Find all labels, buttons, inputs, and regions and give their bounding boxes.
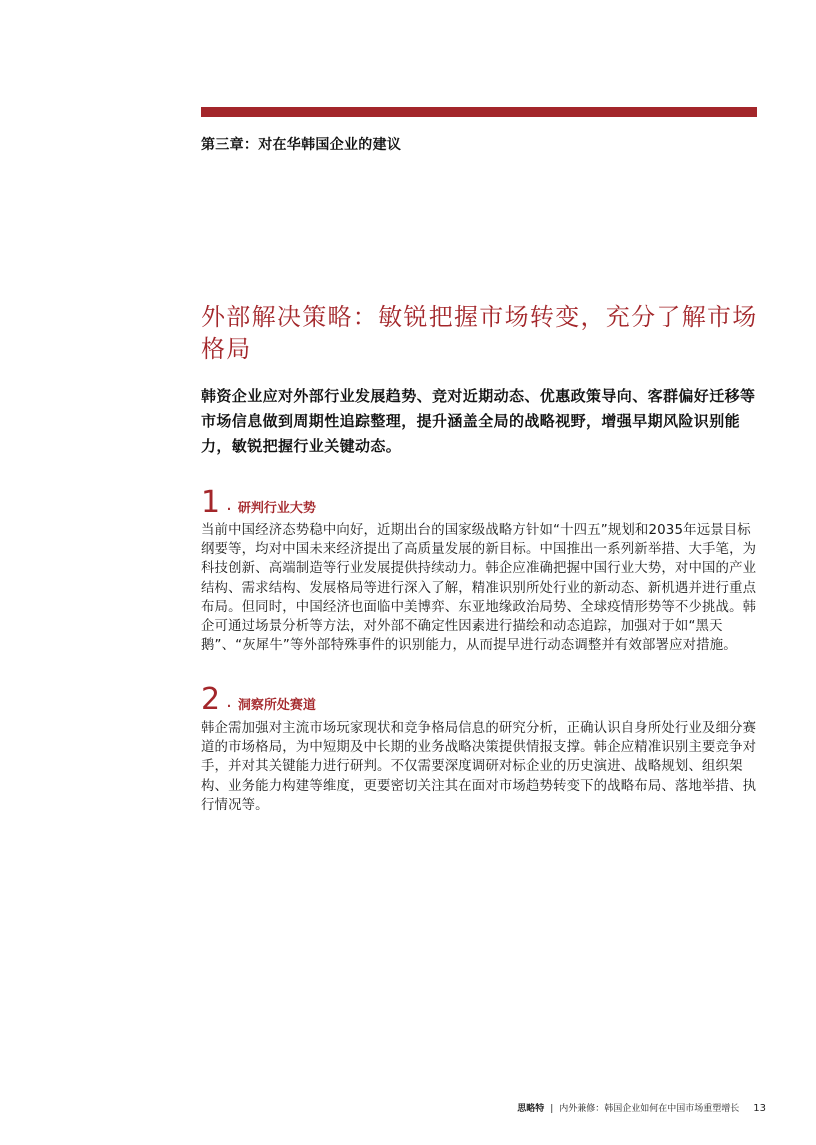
footer-report-title: 内外兼修：韩国企业如何在中国市场重塑增长: [559, 1104, 740, 1114]
section-1-body: 当前中国经济态势稳中向好，近期出台的国家级战略方针如“十四五”规划和2035年远景目标纲要等，均对中国未来经济提出了高质量发展的新目标。中国推出一系列新举措、大手笔，为科技创新、高端制造等行业发展提供持续动力。韩企应准确把握中国行业大势，对中国的产业结构、需求结构、发展格局等进行深入了解，精准识别所处行业的新动态、新机遇并进行重点布局。但同时，中国经济也面临中美博弈、东亚地缘政治局势、全球疫情形势等不少挑战。韩企可通过场景分析等方法，对外部不确定性因素进行描绘和动态追踪，加强对于如“黑天鹅”、“灰犀牛”等外部特殊事件的识别能力，从而提早进行动态调整并有效部署应对措施。: [201, 523, 757, 654]
section-2-header: [201, 682, 316, 717]
section-number-dot: .: [226, 691, 232, 712]
section-number-dot: .: [226, 494, 232, 515]
main-heading: 外部解决策略：敏锐把握市场转变，充分了解市场格局: [201, 303, 758, 363]
section-2-body: 韩企需加强对主流市场玩家现状和竞争格局信息的研究分析，正确认识自身所处行业及细分赛道的市场格局，为中短期及中长期的业务战略决策提供情报支撑。韩企应精准识别主要竞争对手，并对其关键能力进行研判。不仅需要深度调研对标企业的历史演进、战略规划、组织架构、业务能力构建等维度，更要密切关注其在面对市场趋势转变下的战略布局、落地举措、执行情况等。: [201, 721, 757, 813]
intro-paragraph: 韩资企业应对外部行业发展趋势、竞对近期动态、优惠政策导向、客群偏好迁移等市场信息做到周期性追踪整理，提升涵盖全局的战略视野，增强早期风险识别能力，敏锐把握行业关键动态。: [201, 387, 756, 455]
section-title: 洞察所处赛道: [237, 698, 316, 713]
section-number: 2: [201, 682, 221, 717]
section-1-header: [201, 485, 316, 520]
section-title: 研判行业大势: [237, 501, 316, 516]
chapter-title: 第三章：对在华韩国企业的建议: [201, 137, 402, 153]
page-number: 13: [753, 1103, 766, 1114]
page-footer: [0, 1101, 766, 1114]
footer-brand: 思略特: [517, 1104, 545, 1114]
section-number: 1: [201, 485, 221, 520]
top-accent-rule: [201, 107, 757, 117]
footer-separator: |: [550, 1104, 554, 1114]
